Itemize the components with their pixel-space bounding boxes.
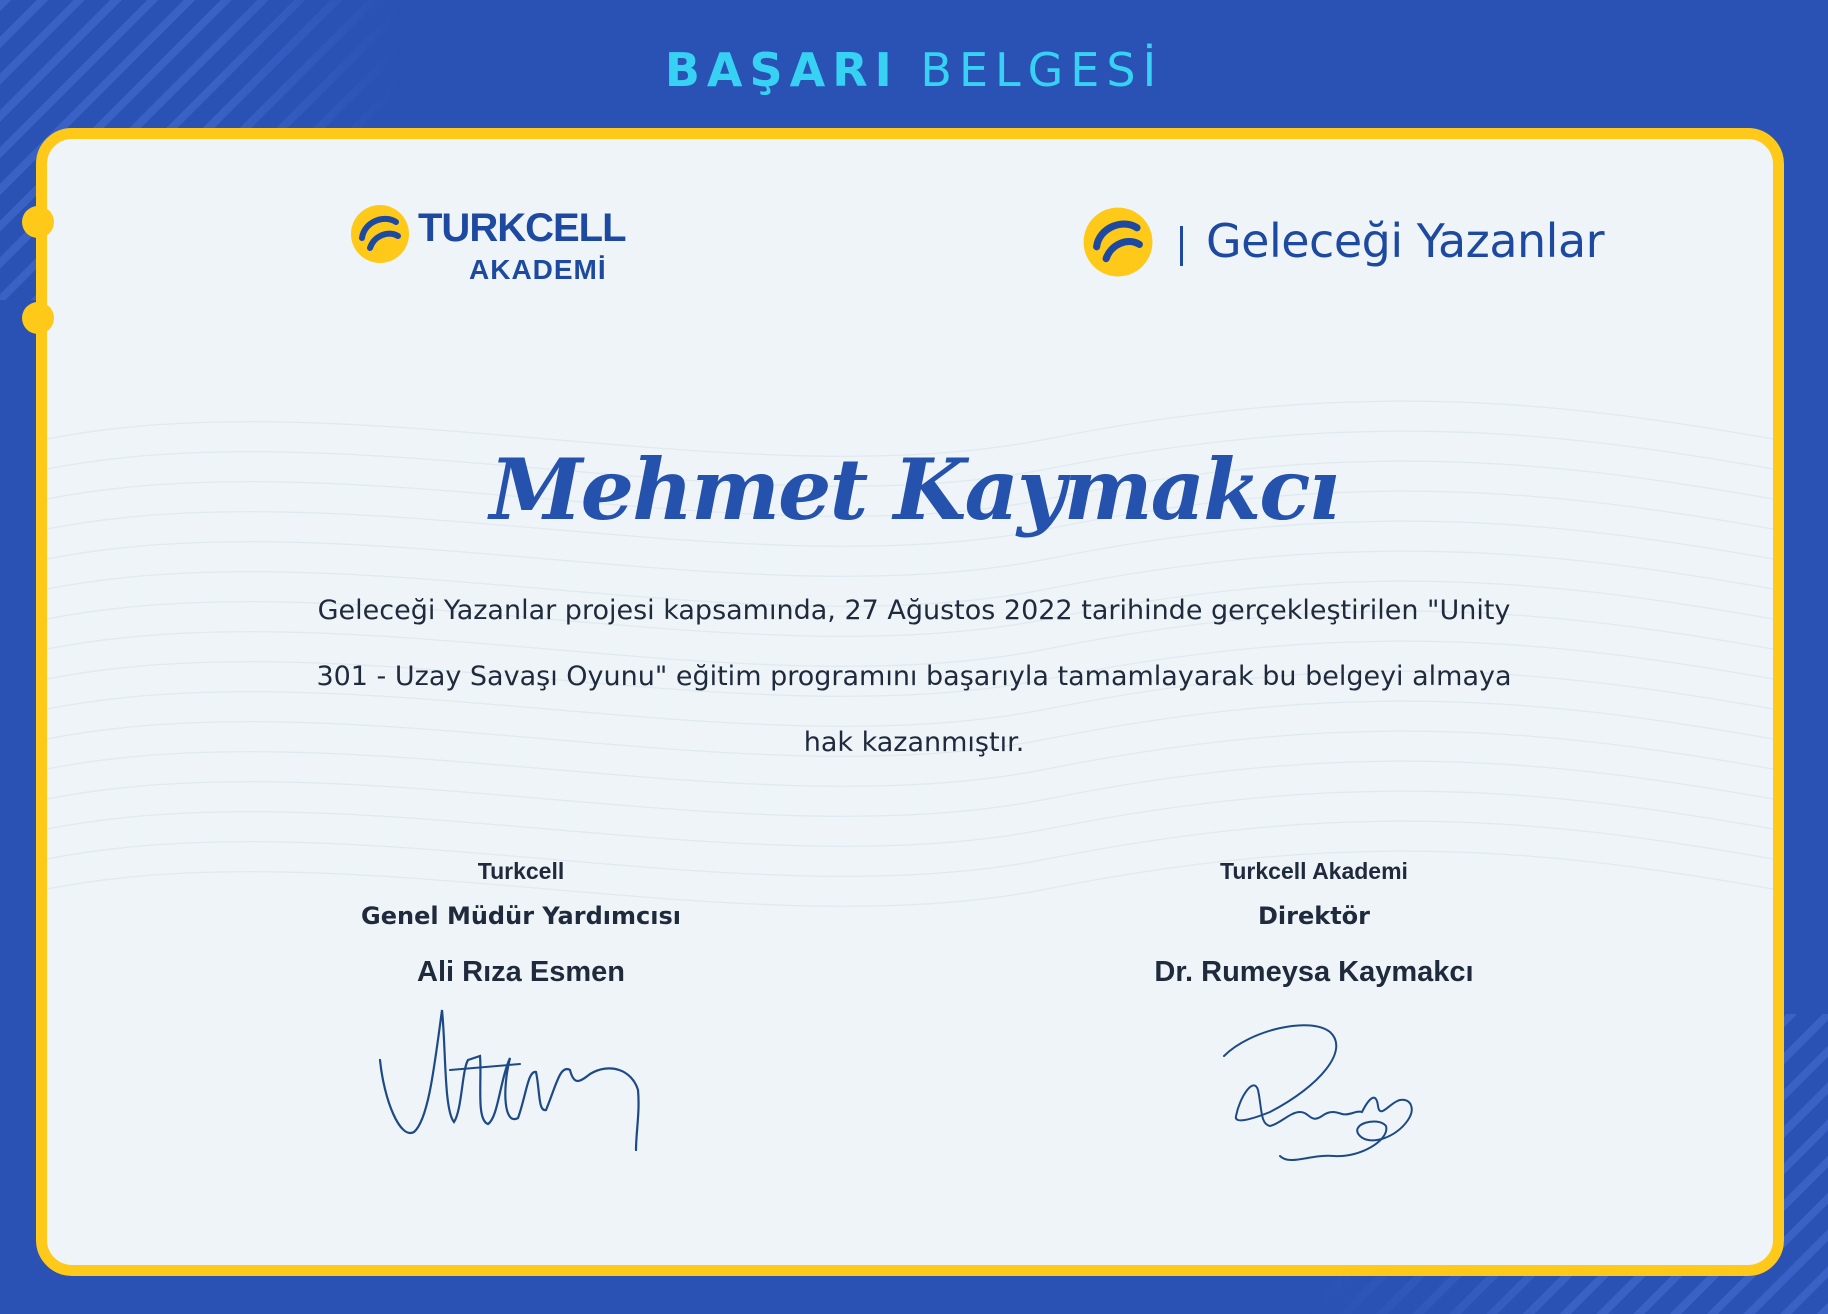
- turkcell-mark-icon: [348, 202, 412, 266]
- gelecegi-yazanlar-logo: [1080, 204, 1640, 284]
- turkcell-mark-icon: [1080, 204, 1156, 280]
- signer-name: Dr. Rumeysa Kaymakcı: [1154, 956, 1474, 988]
- akademi-text: AKADEMİ: [469, 254, 607, 285]
- signature-block-left: [241, 856, 801, 990]
- heading-light-word: BELGESİ: [920, 43, 1164, 97]
- heading-bold-word: BAŞARI: [664, 43, 899, 97]
- signer-role: Genel Müdür Yardımcısı: [361, 902, 681, 930]
- turkcell-akademi-logo: [348, 200, 638, 290]
- signer-organization: Turkcell: [477, 858, 565, 884]
- logo-separator: [1180, 226, 1183, 266]
- handwritten-signature-left: [370, 1000, 670, 1160]
- handwritten-signature-right: [1210, 1016, 1440, 1166]
- signer-organization: Turkcell Akademi: [1220, 858, 1408, 884]
- gelecegi-yazanlar-text: Geleceği Yazanlar: [1206, 214, 1605, 268]
- signature-block-right: [1034, 856, 1594, 990]
- recipient-name: Mehmet Kaymakcı: [489, 440, 1339, 539]
- certificate-heading: [0, 40, 1828, 100]
- signer-role: Direktör: [1257, 902, 1371, 930]
- decorative-dot-upper: [22, 206, 54, 238]
- signer-name: Ali Rıza Esmen: [417, 956, 625, 988]
- decorative-dot-lower: [22, 302, 54, 334]
- certificate-statement: Geleceği Yazanlar projesi kapsamında, 27 Ağustos 2022 tarihinde gerçekleştirilen "Unity 301 - Uzay Savaşı Oyunu" eğitim programını başarıyla tamamlayarak bu belgeyi almaya hak kazanmıştır.: [316, 595, 1512, 758]
- turkcell-brand-text: TURKCELL: [418, 206, 626, 250]
